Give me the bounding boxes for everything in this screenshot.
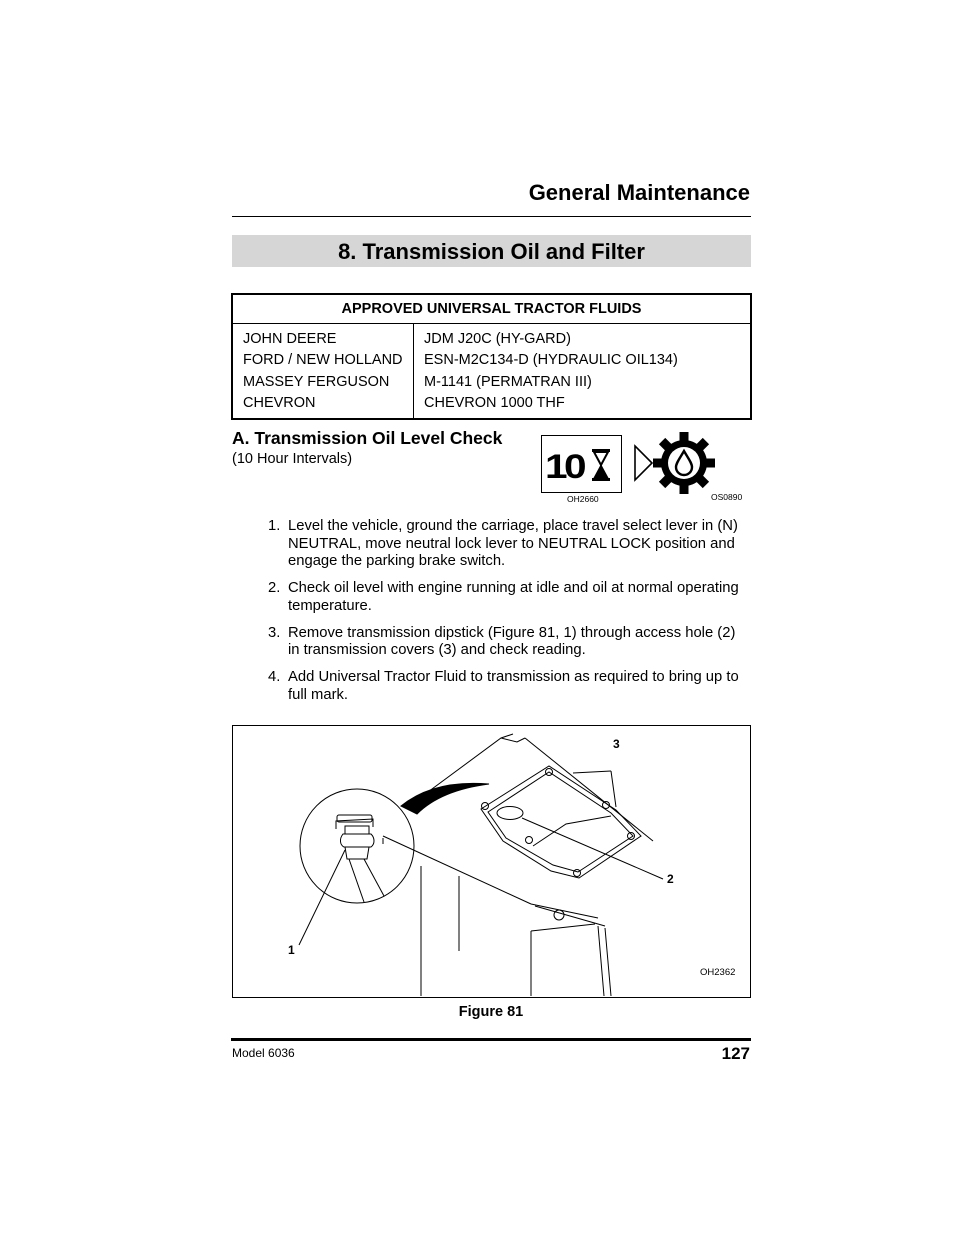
table-row	[232, 324, 751, 350]
list-item	[268, 669, 750, 704]
table-row	[232, 371, 751, 393]
step-number: 3.	[268, 624, 281, 641]
page-section-title: General Maintenance	[528, 180, 750, 205]
step-text: Remove transmission dipstick (Figure 81, 1) through access hole (2) in transmission covers (3) and check reading.	[288, 624, 736, 658]
footer-model: Model 6036	[232, 1046, 295, 1060]
transmission-dipstick-illustration	[233, 726, 750, 997]
brand-cell: MASSEY FERGUSON	[232, 371, 414, 393]
figure-illustration	[232, 725, 751, 998]
step-number: 4.	[268, 669, 281, 685]
step-number: 1.	[268, 518, 281, 534]
step-text: Check oil level with engine running at idle and oil at normal operating temperature.	[288, 580, 739, 614]
gear-oil-drop-icon	[632, 430, 718, 496]
list-item	[268, 580, 750, 615]
table-row	[232, 393, 751, 420]
subsection-title: A. Transmission Oil Level Check	[232, 428, 503, 448]
brand-cell: JOHN DEERE	[232, 324, 414, 350]
service-interval-icon	[541, 435, 622, 493]
step-text: Add Universal Tractor Fluid to transmission as required to bring up to full mark.	[288, 669, 739, 703]
footer-divider	[231, 1038, 751, 1041]
table-row	[232, 350, 751, 372]
section-heading: 8. Transmission Oil and Filter	[232, 235, 751, 267]
fluids-table-title: APPROVED UNIVERSAL TRACTOR FLUIDS	[232, 294, 751, 324]
icon-code-label: OH2660	[567, 494, 599, 504]
fluid-cell: M-1141 (PERMATRAN III)	[424, 373, 592, 390]
procedure-steps	[268, 518, 750, 714]
callout-number: 1	[288, 943, 295, 957]
page-number: 127	[721, 1044, 750, 1063]
header-divider	[232, 216, 751, 217]
callout-number: 2	[667, 872, 674, 886]
fluids-table	[231, 293, 752, 420]
figure-code-label: OH2362	[700, 967, 736, 978]
list-item	[268, 518, 750, 571]
interval-hours-number: 10	[545, 448, 586, 486]
figure-caption: Figure 81	[458, 1004, 524, 1020]
interval-note: (10 Hour Intervals)	[232, 451, 353, 467]
brand-cell: FORD / NEW HOLLAND	[232, 350, 414, 372]
callout-number: 3	[613, 737, 620, 751]
fluid-cell: CHEVRON 1000 THF	[424, 395, 565, 412]
fluid-cell: ESN-M2C134-D (HYDRAULIC OIL134)	[424, 352, 678, 369]
step-number: 2.	[268, 580, 281, 596]
icon-code-label: OS0890	[711, 492, 743, 502]
brand-cell: CHEVRON	[232, 393, 414, 420]
hourglass-icon	[542, 436, 621, 492]
step-text: Level the vehicle, ground the carriage, place travel select lever in (N) NEUTRAL, move neutral lock lever to NEUTRAL LOCK position and engage the parking brake switch.	[288, 518, 738, 569]
fluid-cell: JDM J20C (HY-GARD)	[424, 330, 571, 347]
list-item	[268, 625, 750, 660]
